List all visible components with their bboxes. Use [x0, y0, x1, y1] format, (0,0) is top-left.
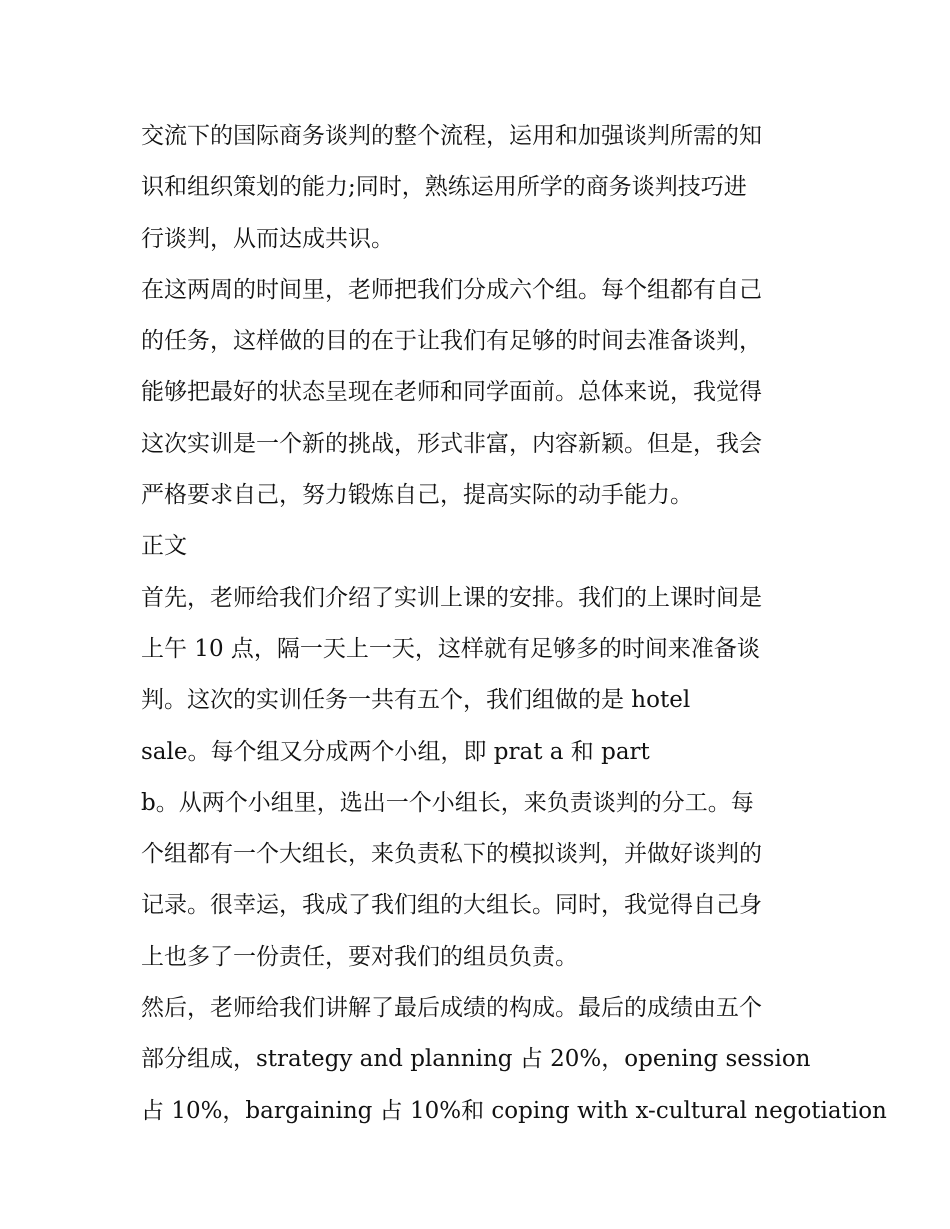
text-line: 记录。很幸运，我成了我们组的大组长。同时，我觉得自己身	[141, 892, 762, 919]
text-line: 然后，老师给我们讲解了最后成绩的构成。最后的成绩由五个	[141, 995, 762, 1022]
text-line: sale。每个组又分成两个小组，即 prat a 和 part	[141, 738, 650, 765]
section-heading: 正文	[141, 533, 187, 560]
text-line: 在这两周的时间里，老师把我们分成六个组。每个组都有自己	[141, 276, 762, 303]
text-line: 上午 10 点，隔一天上一天，这样就有足够多的时间来准备谈	[141, 635, 760, 662]
text-line: 能够把最好的状态呈现在老师和同学面前。总体来说，我觉得	[141, 379, 762, 406]
text-line: 占 10%，bargaining 占 10%和 coping with x-cultural negotiation	[141, 1097, 887, 1124]
body-text	[141, 111, 887, 1137]
text-line: 上也多了一份责任，要对我们的组员负责。	[141, 943, 578, 970]
text-line: 行谈判，从而达成共识。	[141, 225, 394, 252]
text-line: 严格要求自己，努力锻炼自己，提高实际的动手能力。	[141, 482, 693, 509]
text-line: 部分组成，strategy and planning 占 20%，opening session	[141, 1046, 811, 1073]
text-line: b。从两个小组里，选出一个小组长，来负责谈判的分工。每	[141, 789, 754, 816]
text-line: 的任务，这样做的目的在于让我们有足够的时间去准备谈判，	[141, 328, 762, 355]
text-line: 识和组织策划的能力;同时，熟练运用所学的商务谈判技巧进	[141, 174, 747, 201]
text-line: 首先，老师给我们介绍了实训上课的安排。我们的上课时间是	[141, 584, 762, 611]
text-line: 个组都有一个大组长，来负责私下的模拟谈判，并做好谈判的	[141, 841, 762, 868]
text-line: 判。这次的实训任务一共有五个，我们组做的是 hotel	[141, 687, 691, 714]
text-line: 这次实训是一个新的挑战，形式非富，内容新颖。但是，我会	[141, 430, 762, 457]
text-line: 交流下的国际商务谈判的整个流程，运用和加强谈判所需的知	[141, 123, 762, 149]
